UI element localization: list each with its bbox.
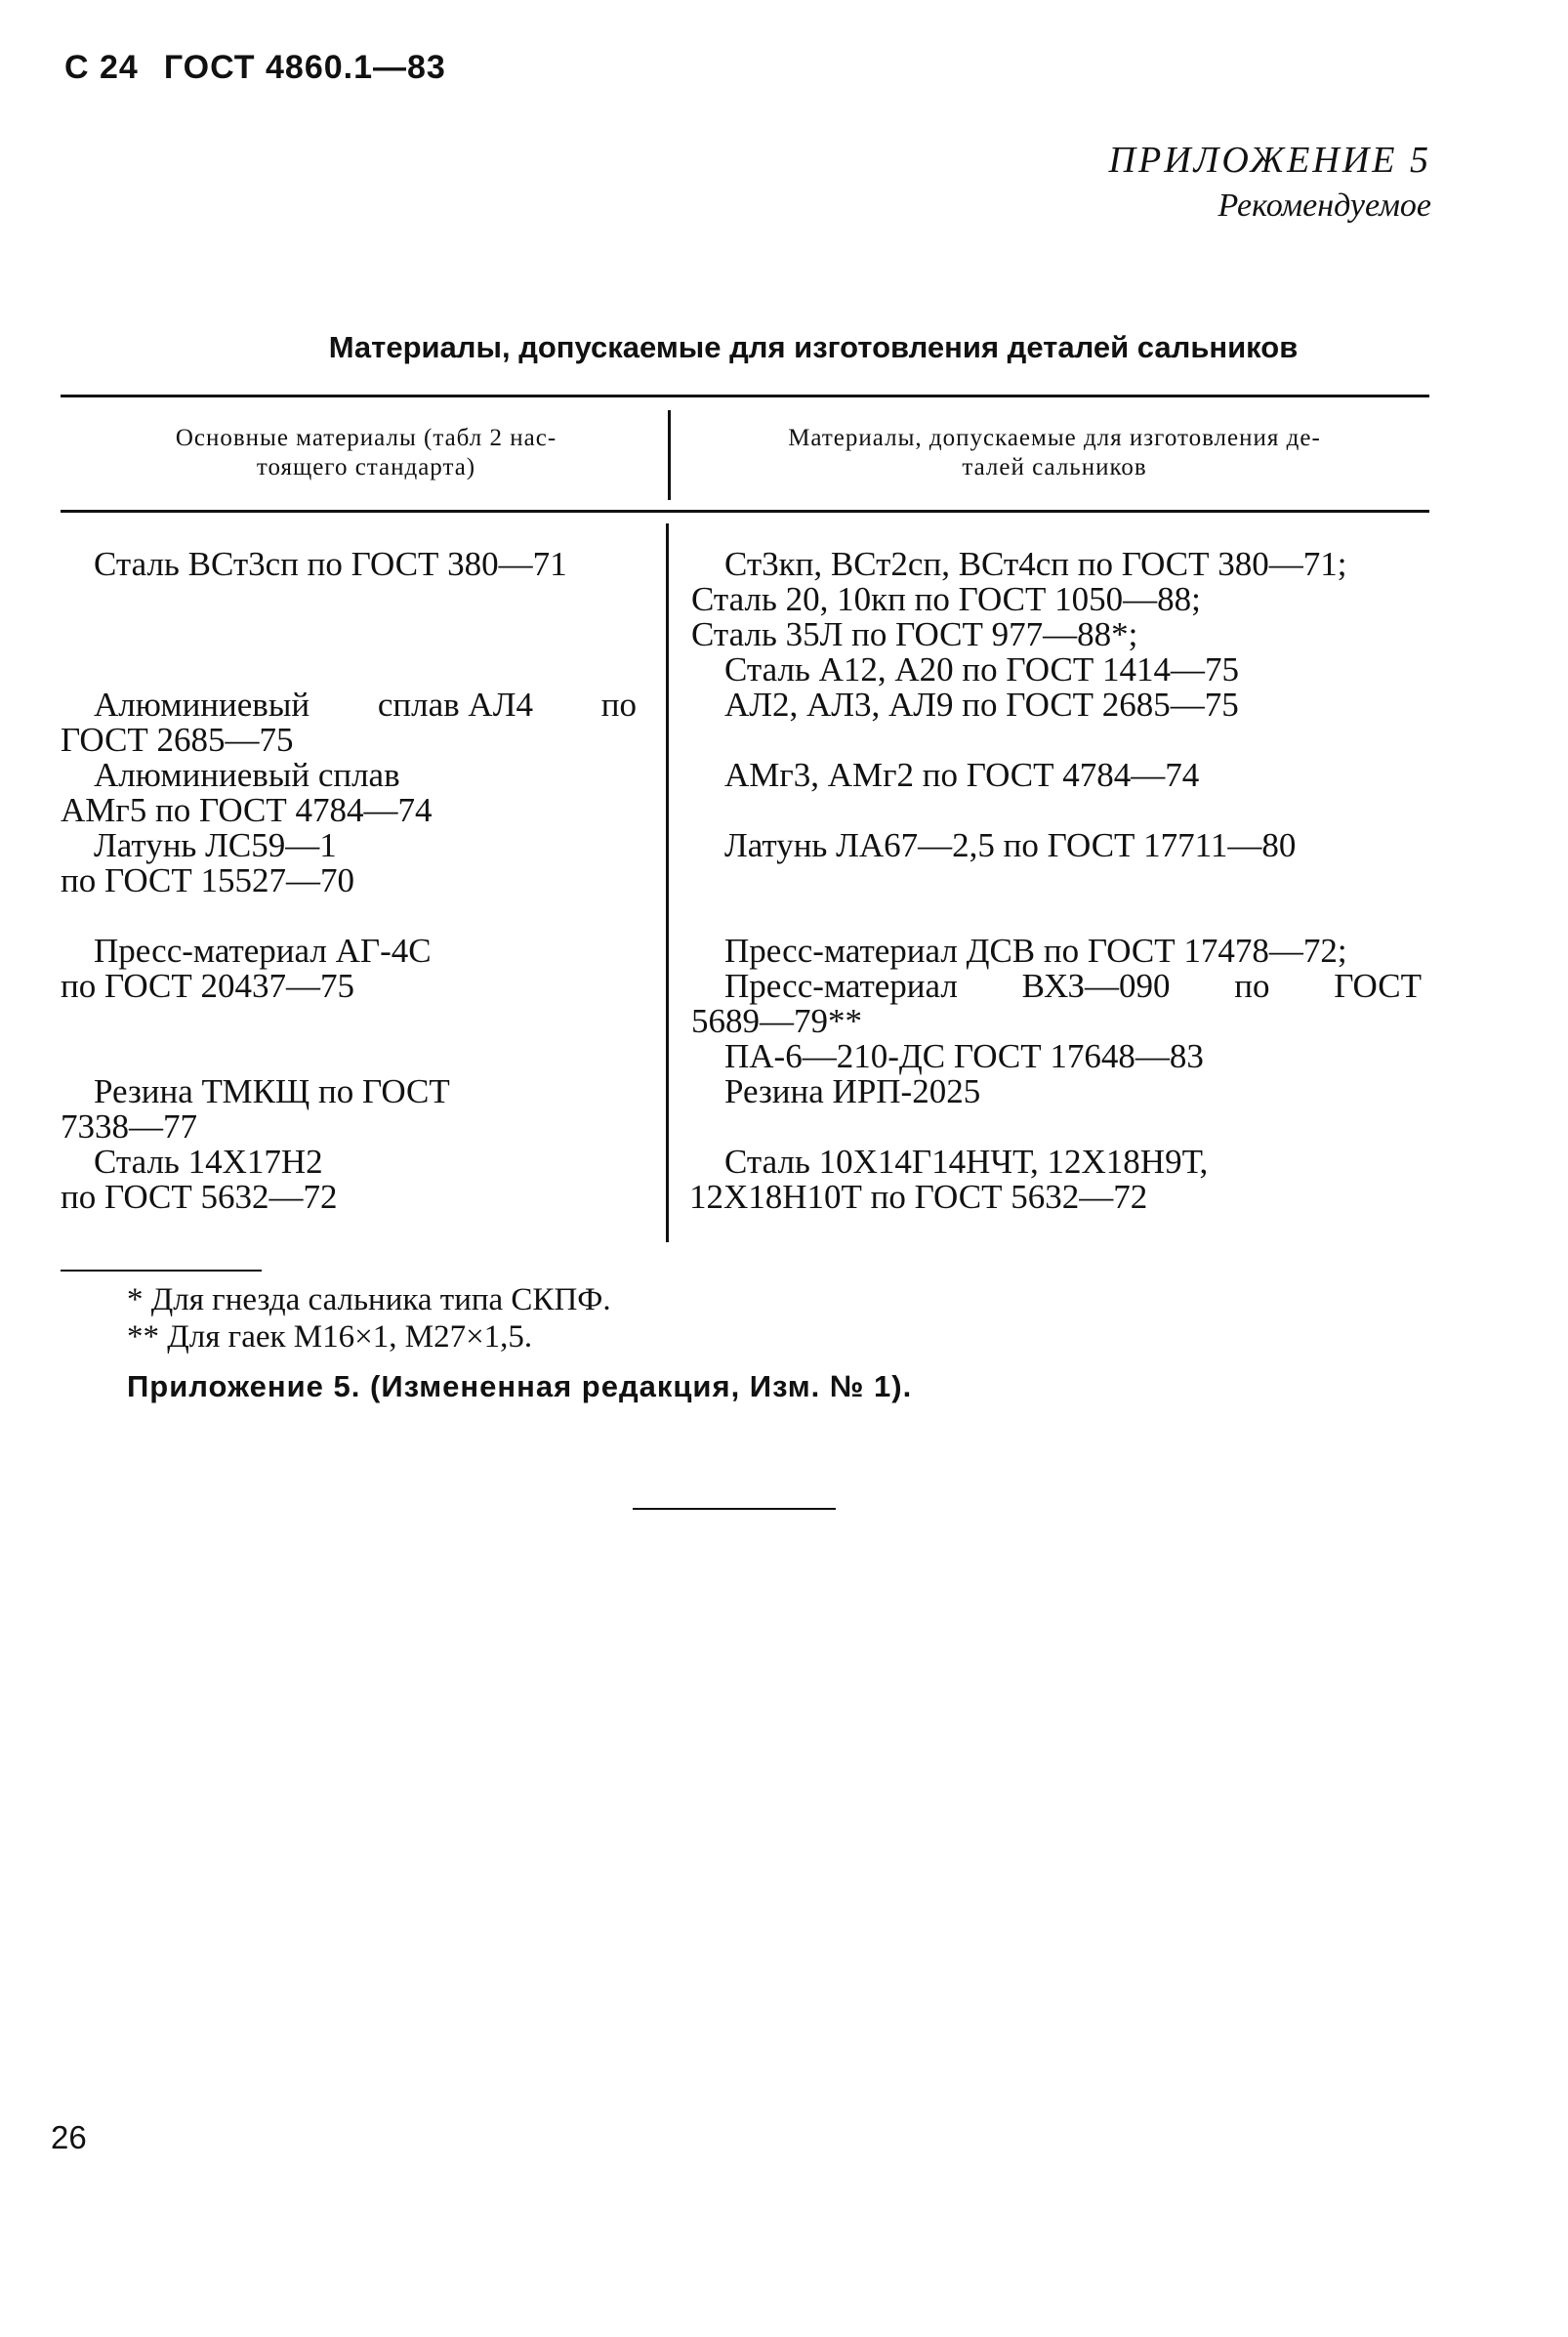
footnote-2: ** Для гаек М16×1, М27×1,5. — [127, 1319, 533, 1355]
appendix-status: Рекомендуемое — [1217, 188, 1431, 224]
table-title: Материалы, допускаемые для изготовления деталей сальников — [328, 330, 1299, 364]
footnote-1: * Для гнезда сальника типа СКПФ. — [127, 1282, 611, 1317]
right-row-7b: 12Х18Н10Т по ГОСТ 5632—72 — [689, 1178, 1148, 1216]
column-divider-body — [666, 523, 669, 1242]
right-row-1b: Сталь 20, 10кп по ГОСТ 1050—88; — [691, 580, 1201, 618]
right-row-3: АМг3, АМг2 по ГОСТ 4784—74 — [724, 756, 1200, 794]
left-row-1: Сталь ВСт3сп по ГОСТ 380—71 — [94, 545, 567, 583]
right-row-5c: 5689—79** — [691, 1002, 862, 1040]
column-head-allowed-line2: талей сальников — [962, 454, 1147, 480]
right-row-5b-w3: по — [1234, 967, 1270, 1005]
footnote-rule — [61, 1270, 262, 1272]
left-row-6a: Резина ТМКЩ по ГОСТ — [94, 1072, 450, 1110]
left-row-7a: Сталь 14Х17Н2 — [94, 1143, 323, 1181]
left-row-4a: Латунь ЛС59—1 — [94, 826, 337, 864]
right-row-5b — [724, 969, 1422, 1004]
left-row-2b: ГОСТ 2685—75 — [61, 721, 294, 759]
left-row-5b: по ГОСТ 20437—75 — [61, 967, 355, 1005]
left-row-3a: Алюминиевый сплав — [94, 756, 400, 794]
left-row-3b: АМг5 по ГОСТ 4784—74 — [61, 791, 433, 829]
left-row-2a-w1: Алюминиевый — [94, 686, 310, 724]
right-row-7a: Сталь 10Х14Г14НЧТ, 12Х18Н9Т, — [724, 1143, 1209, 1181]
right-row-5a: Пресс-материал ДСВ по ГОСТ 17478—72; — [724, 932, 1347, 970]
column-head-allowed-line1: Материалы, допускаемые для изготовления де- — [788, 425, 1321, 451]
right-row-4: Латунь ЛА67—2,5 по ГОСТ 17711—80 — [724, 826, 1297, 864]
left-row-2a-w2: сплав АЛ4 — [377, 686, 533, 724]
left-row-2a-w3: по — [600, 686, 637, 724]
appendix-block — [1109, 139, 1431, 225]
amendment-note: Приложение 5. (Измененная редакция, Изм. № 1). — [127, 1369, 913, 1403]
header-page: С 24 — [64, 49, 139, 86]
column-head-basic — [88, 424, 644, 482]
left-row-6b: 7338—77 — [61, 1107, 197, 1146]
right-row-1a: Ст3кп, ВСт2сп, ВСт4сп по ГОСТ 380—71; — [724, 545, 1347, 583]
appendix-label: ПРИЛОЖЕНИЕ 5 — [1108, 140, 1431, 181]
table-top-rule — [61, 395, 1429, 397]
right-row-5b-w4: ГОСТ — [1334, 967, 1422, 1005]
right-row-5b-w1: Пресс-материал — [724, 967, 958, 1005]
right-row-1d: Сталь А12, А20 по ГОСТ 1414—75 — [724, 650, 1239, 689]
left-row-4b: по ГОСТ 15527—70 — [61, 861, 355, 899]
page-number: 26 — [51, 2119, 87, 2155]
column-divider-head — [668, 410, 671, 500]
right-row-1c: Сталь 35Л по ГОСТ 977—88*; — [691, 615, 1138, 653]
left-row-7b: по ГОСТ 5632—72 — [61, 1178, 338, 1216]
left-row-2a — [94, 688, 637, 723]
header-standard: ГОСТ 4860.1—83 — [163, 49, 446, 86]
left-row-5a: Пресс-материал АГ-4С — [94, 932, 432, 970]
column-head-basic-line1: Основные материалы (табл 2 нас- — [175, 425, 557, 451]
column-head-basic-line2: тоящего стандарта) — [256, 454, 476, 480]
page-header — [64, 49, 472, 87]
right-row-5b-w2: ВХЗ—090 — [1021, 967, 1171, 1005]
end-rule — [633, 1508, 836, 1510]
right-row-6: Резина ИРП-2025 — [724, 1072, 981, 1110]
column-head-allowed — [703, 424, 1406, 482]
table-head-rule — [61, 510, 1429, 513]
right-row-2: АЛ2, АЛ3, АЛ9 по ГОСТ 2685—75 — [724, 686, 1239, 724]
right-row-5d: ПА-6—210-ДС ГОСТ 17648—83 — [724, 1037, 1204, 1075]
